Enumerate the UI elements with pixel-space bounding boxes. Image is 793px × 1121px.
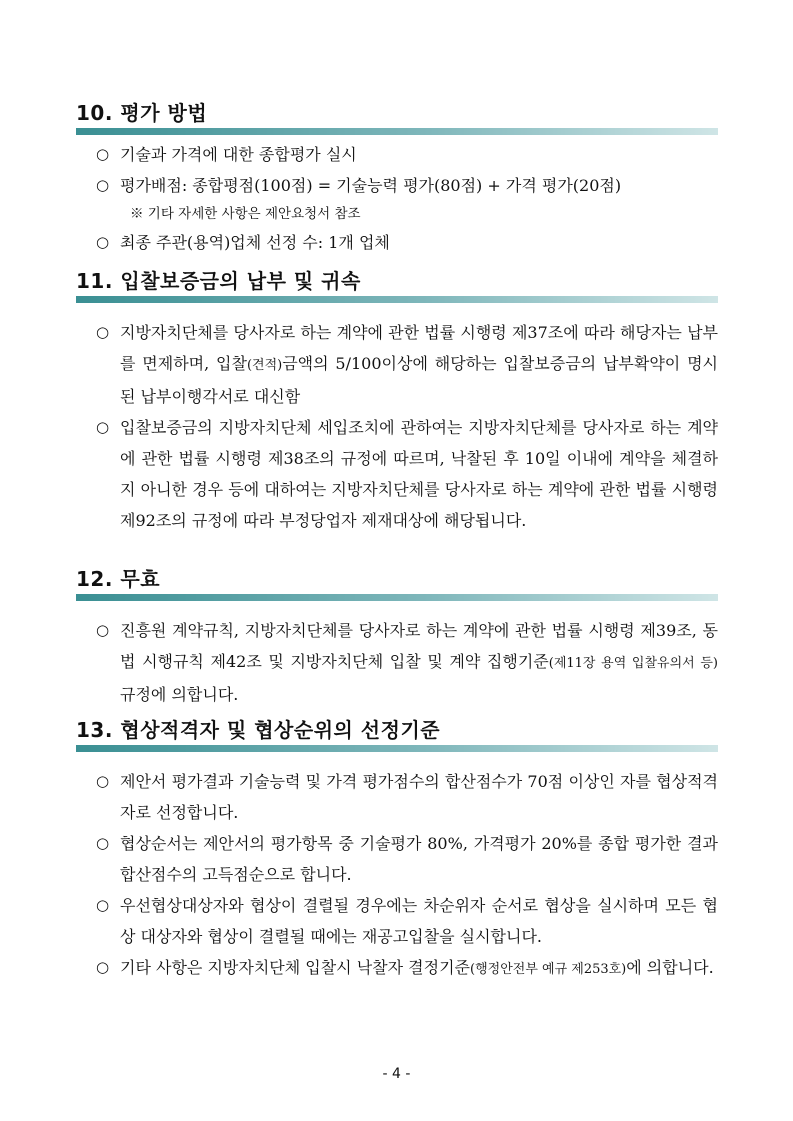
bullet-mark: ○: [96, 176, 110, 194]
section-heading: 11. 입찰보증금의 납부 및 귀속: [76, 269, 361, 293]
heading-rule: [76, 296, 718, 303]
bullet-mark: ○: [96, 233, 110, 251]
bullet-mark: ○: [96, 621, 110, 639]
list-item: ○ 기술과 가격에 대한 종합평가 실시: [76, 139, 718, 170]
bullet-mark: ○: [96, 323, 110, 341]
list-item: ○ 진흥원 계약규칙, 지방자치단체를 당사자로 하는 계약에 관한 법률 시행령 제39조, 동법 시행규칙 제42조 및 지방자치단체 입찰 및 계약 집행기준(제11장 용역 입찰유의서 등) 규정에 의합니다.: [76, 615, 718, 710]
section-invalidity: [76, 566, 718, 710]
bullet-mark: ○: [96, 958, 110, 976]
heading-rule: [76, 745, 718, 752]
section-heading: 12. 무효: [76, 567, 161, 591]
section-bid-bond: [76, 268, 718, 536]
section-negotiation-criteria: [76, 717, 718, 985]
section-heading: 10. 평가 방법: [76, 101, 208, 125]
heading-rule: [76, 128, 718, 135]
section-evaluation-method: [76, 100, 718, 258]
list-item: ○ 평가배점: 종합평점(100점) = 기술능력 평가(80점) + 가격 평가(20점): [76, 170, 718, 201]
bullet-mark: ○: [96, 834, 110, 852]
bullet-mark: ○: [96, 145, 110, 163]
list-item: ○ 협상순서는 제안서의 평가항목 중 기술평가 80%, 가격평가 20%를 종합 평가한 결과 합산점수의 고득점순으로 합니다.: [76, 828, 718, 890]
list-item: ○ 제안서 평가결과 기술능력 및 가격 평가점수의 합산점수가 70점 이상인 자를 협상적격자로 선정합니다.: [76, 766, 718, 828]
list-item: ○ 기타 사항은 지방자치단체 입찰시 낙찰자 결정기준(행정안전부 예규 제253호)에 의합니다.: [76, 952, 718, 985]
heading-rule: [76, 594, 718, 601]
bullet-mark: ○: [96, 896, 110, 914]
note-text: ※ 기타 자세한 사항은 제안요청서 참조: [130, 206, 361, 222]
list-item: ○ 입찰보증금의 지방자치단체 세입조치에 관하여는 지방자치단체를 당사자로 하는 계약에 관한 법률 시행령 제38조의 규정에 따르며, 낙찰된 후 10일 이내에 계약을 체결하지 아니한 경우 등에 대하여는 지방자치단체를 당사자로 하는 계약에 관한 법률 시행령 제92조의 규정에 따라 부정당업자 제재대상에 해당됩니다.: [76, 412, 718, 536]
list-item: ○ 지방자치단체를 당사자로 하는 계약에 관한 법률 시행령 제37조에 따라 해당자는 납부를 면제하며, 입찰(견적)금액의 5/100이상에 해당하는 입찰보증금의 납부확약이 명시된 납부이행각서로 대신함: [76, 317, 718, 412]
bullet-mark: ○: [96, 772, 110, 790]
bullet-mark: ○: [96, 418, 110, 436]
section-heading: 13. 협상적격자 및 협상순위의 선정기준: [76, 718, 441, 742]
page-number: - 4 -: [382, 1066, 411, 1082]
list-item: ○ 최종 주관(용역)업체 선정 수: 1개 업체: [76, 227, 718, 258]
list-item: ○ 우선협상대상자와 협상이 결렬될 경우에는 차순위자 순서로 협상을 실시하며 모든 협상 대상자와 협상이 결렬될 때에는 재공고입찰을 실시합니다.: [76, 890, 718, 952]
